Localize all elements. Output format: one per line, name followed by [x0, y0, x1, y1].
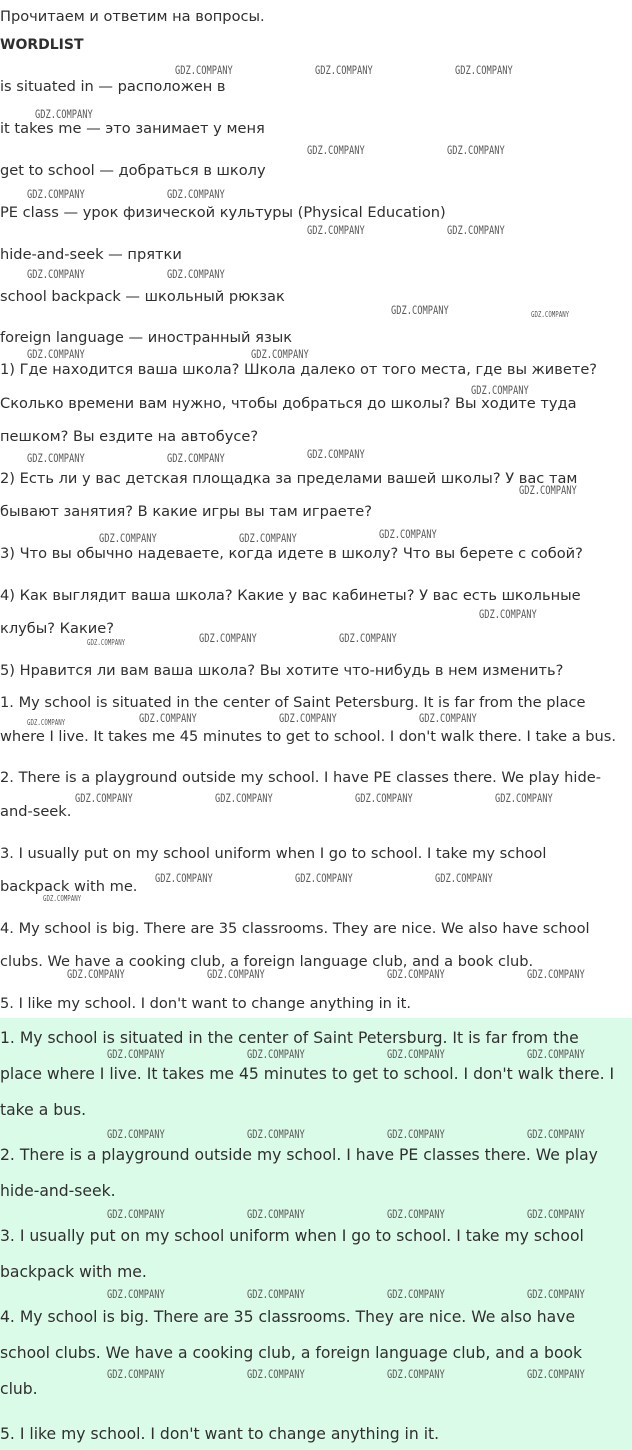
wordlist-title: WORDLIST — [0, 37, 84, 53]
answer-line: 4. My school is big. There are 35 classrooms. They are nice. We also have school — [0, 920, 590, 937]
watermark: GDZ.COMPANY — [455, 64, 513, 77]
watermark: GDZ.COMPANY — [307, 224, 365, 237]
final-answer-line: club. — [0, 1380, 38, 1398]
watermark: GDZ.COMPANY — [279, 712, 337, 725]
watermark: GDZ.COMPANY — [175, 64, 233, 77]
watermark: GDZ.COMPANY — [295, 872, 353, 885]
watermark: GDZ.COMPANY — [527, 1048, 585, 1061]
answer-line: 2. There is a playground outside my school. I have PE classes there. We play hide- — [0, 769, 601, 786]
final-answer-line: 2. There is a playground outside my school. I have PE classes there. We play — [0, 1146, 598, 1164]
watermark: GDZ.COMPANY — [419, 712, 477, 725]
final-answer-line: school clubs. We have a cooking club, a foreign language club, and a book — [0, 1344, 583, 1362]
watermark: GDZ.COMPANY — [107, 1128, 165, 1141]
watermark: GDZ.COMPANY — [207, 968, 265, 981]
watermark: GDZ.COMPANY — [339, 632, 397, 645]
watermark: GDZ.COMPANY — [479, 608, 537, 621]
watermark: GDZ.COMPANY — [387, 968, 445, 981]
question-line: 1) Где находится ваша школа? Школа далеко от того места, где вы живете? — [0, 361, 598, 378]
watermark: GDZ.COMPANY — [307, 144, 365, 157]
watermark: GDZ.COMPANY — [387, 1208, 445, 1221]
watermark: GDZ.COMPANY — [167, 268, 225, 281]
final-answer-line: place where I live. It takes me 45 minutes to get to school. I don't walk there. I — [0, 1065, 615, 1083]
wordlist-item: school backpack — школьный рюкзак — [0, 288, 285, 305]
watermark: GDZ.COMPANY — [247, 1048, 305, 1061]
watermark: GDZ.COMPANY — [447, 144, 505, 157]
watermark: GDZ.COMPANY — [27, 268, 85, 281]
watermark: GDZ.COMPANY — [247, 1128, 305, 1141]
watermark: GDZ.COMPANY — [527, 968, 585, 981]
watermark: GDZ.COMPANY — [107, 1288, 165, 1301]
watermark: GDZ.COMPANY — [519, 484, 577, 497]
question-line: 3) Что вы обычно надеваете, когда идете в школу? Что вы берете с собой? — [0, 545, 583, 562]
watermark: GDZ.COMPANY — [247, 1288, 305, 1301]
final-answer-line: 4. My school is big. There are 35 classrooms. They are nice. We also have — [0, 1308, 576, 1326]
watermark: GDZ.COMPANY — [531, 310, 570, 319]
watermark: GDZ.COMPANY — [251, 348, 309, 361]
question-line: бывают занятия? В какие игры вы там играете? — [0, 503, 372, 520]
watermark: GDZ.COMPANY — [107, 1048, 165, 1061]
watermark: GDZ.COMPANY — [155, 872, 213, 885]
wordlist-item: hide-and-seek — прятки — [0, 246, 182, 263]
watermark: GDZ.COMPANY — [307, 448, 365, 461]
watermark: GDZ.COMPANY — [387, 1048, 445, 1061]
answer-line: 1. My school is situated in the center of Saint Petersburg. It is far from the place — [0, 694, 586, 711]
final-answer-line: 3. I usually put on my school uniform when I go to school. I take my school — [0, 1227, 584, 1245]
watermark: GDZ.COMPANY — [527, 1128, 585, 1141]
watermark: GDZ.COMPANY — [315, 64, 373, 77]
watermark: GDZ.COMPANY — [355, 792, 413, 805]
watermark: GDZ.COMPANY — [75, 792, 133, 805]
wordlist-item: foreign language — иностранный язык — [0, 329, 293, 346]
answer-line: and-seek. — [0, 803, 72, 820]
answer-line: backpack with me. — [0, 878, 138, 895]
watermark: GDZ.COMPANY — [447, 224, 505, 237]
watermark: GDZ.COMPANY — [167, 188, 225, 201]
wordlist-item: PE class — урок физической культуры (Physical Education) — [0, 204, 446, 221]
watermark: GDZ.COMPANY — [167, 452, 225, 465]
watermark: GDZ.COMPANY — [387, 1288, 445, 1301]
watermark: GDZ.COMPANY — [471, 384, 529, 397]
final-answer-line: 1. My school is situated in the center of Saint Petersburg. It is far from the — [0, 1029, 579, 1047]
watermark: GDZ.COMPANY — [27, 452, 85, 465]
watermark: GDZ.COMPANY — [215, 792, 273, 805]
watermark: GDZ.COMPANY — [239, 532, 297, 545]
watermark: GDZ.COMPANY — [43, 894, 82, 903]
watermark: GDZ.COMPANY — [379, 528, 437, 541]
watermark: GDZ.COMPANY — [435, 872, 493, 885]
intro-text: Прочитаем и ответим на вопросы. — [0, 8, 265, 25]
watermark: GDZ.COMPANY — [527, 1288, 585, 1301]
watermark: GDZ.COMPANY — [199, 632, 257, 645]
watermark: GDZ.COMPANY — [139, 712, 197, 725]
watermark: GDZ.COMPANY — [35, 108, 93, 121]
question-line: 4) Как выглядит ваша школа? Какие у вас кабинеты? У вас есть школьные — [0, 587, 581, 604]
final-answer-line: backpack with me. — [0, 1263, 147, 1281]
watermark: GDZ.COMPANY — [247, 1368, 305, 1381]
watermark: GDZ.COMPANY — [527, 1368, 585, 1381]
wordlist-item: get to school — добраться в школу — [0, 162, 266, 179]
watermark: GDZ.COMPANY — [387, 1368, 445, 1381]
question-line: Сколько времени вам нужно, чтобы добраться до школы? Вы ходите туда — [0, 395, 577, 412]
wordlist-item: it takes me — это занимает у меня — [0, 120, 265, 137]
question-line: пешком? Вы ездите на автобусе? — [0, 428, 259, 445]
watermark: GDZ.COMPANY — [387, 1128, 445, 1141]
question-line: 2) Есть ли у вас детская площадка за пределами вашей школы? У вас там — [0, 470, 578, 487]
watermark: GDZ.COMPANY — [67, 968, 125, 981]
question-line: клубы? Какие? — [0, 620, 115, 637]
watermark: GDZ.COMPANY — [27, 188, 85, 201]
watermark: GDZ.COMPANY — [99, 532, 157, 545]
watermark: GDZ.COMPANY — [107, 1368, 165, 1381]
watermark: GDZ.COMPANY — [247, 1208, 305, 1221]
answer-line: 3. I usually put on my school uniform when I go to school. I take my school — [0, 845, 547, 862]
question-line: 5) Нравится ли вам ваша школа? Вы хотите что-нибудь в нем изменить? — [0, 662, 564, 679]
answer-line: clubs. We have a cooking club, a foreign language club, and a book club. — [0, 953, 534, 970]
watermark: GDZ.COMPANY — [495, 792, 553, 805]
wordlist-item: is situated in — расположен в — [0, 78, 226, 95]
final-answer-line: 5. I like my school. I don't want to change anything in it. — [0, 1425, 440, 1443]
final-answer-line: hide-and-seek. — [0, 1182, 116, 1200]
watermark: GDZ.COMPANY — [27, 348, 85, 361]
watermark: GDZ.COMPANY — [391, 304, 449, 317]
watermark: GDZ.COMPANY — [527, 1208, 585, 1221]
answer-line: 5. I like my school. I don't want to change anything in it. — [0, 995, 411, 1012]
watermark: GDZ.COMPANY — [87, 638, 126, 647]
watermark: GDZ.COMPANY — [27, 718, 66, 727]
watermark: GDZ.COMPANY — [107, 1208, 165, 1221]
answer-line: where I live. It takes me 45 minutes to get to school. I don't walk there. I take a bus. — [0, 728, 617, 745]
final-answer-line: take a bus. — [0, 1101, 87, 1119]
